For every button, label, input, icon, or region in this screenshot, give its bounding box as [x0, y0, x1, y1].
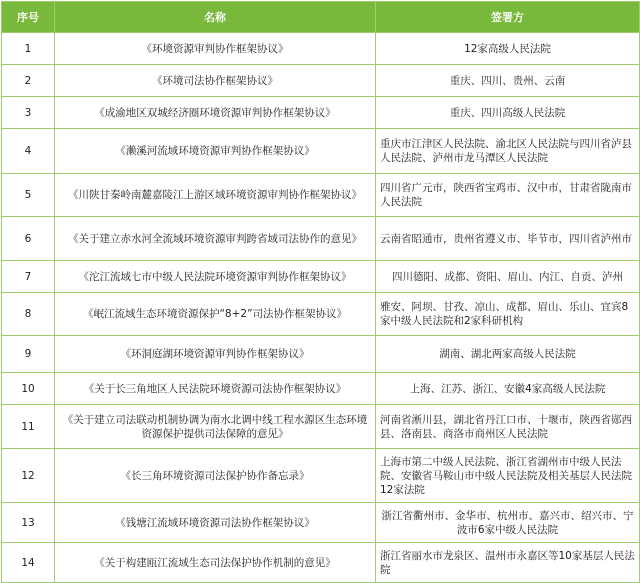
signatory: 上海市第二中级人民法院、浙江省湖州市中级人民法院、安徽省马鞍山市中级人民法院及相关基层人民法院12家法院 — [376, 449, 640, 503]
signatory: 四川德阳、成都、资阳、眉山、内江、自贡、泸州 — [376, 261, 640, 293]
agreement-name: 《关于长三角地区人民法院环境资源司法协作框架协议》 — [55, 373, 376, 405]
row-number: 13 — [2, 503, 55, 543]
table-row — [2, 503, 640, 543]
agreement-name: 《钱塘江流域环境资源司法协作框架协议》 — [55, 503, 376, 543]
header-no: 序号 — [2, 2, 55, 33]
row-number: 5 — [2, 174, 55, 217]
row-number: 8 — [2, 293, 55, 336]
row-number: 10 — [2, 373, 55, 405]
signatory: 重庆、四川、贵州、云南 — [376, 65, 640, 97]
agreement-name: 《沱江流域七市中级人民法院环境资源审判协作框架协议》 — [55, 261, 376, 293]
agreement-name: 《关于建立赤水河全流域环境资源审判跨省域司法协作的意见》 — [55, 217, 376, 261]
agreements-table — [1, 1, 640, 583]
row-number: 12 — [2, 449, 55, 503]
signatory: 四川省广元市，陕西省宝鸡市、汉中市，甘肃省陇南市人民法院 — [376, 174, 640, 217]
agreement-name: 《川陕甘秦岭南麓嘉陵江上游区域环境资源审判协作框架协议》 — [55, 174, 376, 217]
table-row — [2, 97, 640, 129]
row-number: 14 — [2, 543, 55, 583]
header-row — [2, 2, 640, 33]
signatory: 重庆市江津区人民法院、渝北区人民法院与四川省泸县人民法院、泸州市龙马潭区人民法院 — [376, 129, 640, 174]
table-row — [2, 217, 640, 261]
row-number: 7 — [2, 261, 55, 293]
agreement-name: 《长三角环境资源司法保护协作备忘录》 — [55, 449, 376, 503]
agreement-name: 《环洞庭湖环境资源审判协作框架协议》 — [55, 336, 376, 373]
table-row — [2, 65, 640, 97]
table-row — [2, 405, 640, 449]
agreement-name: 《环境资源审判协作框架协议》 — [55, 33, 376, 65]
table-row — [2, 261, 640, 293]
row-number: 1 — [2, 33, 55, 65]
header-name: 名称 — [55, 2, 376, 33]
header-signatory: 签署方 — [376, 2, 640, 33]
signatory: 云南省昭通市，贵州省遵义市、毕节市，四川省泸州市 — [376, 217, 640, 261]
agreement-name: 《岷江流域生态环境资源保护“8+2”司法协作框架协议》 — [55, 293, 376, 336]
agreement-name: 《关于构建瓯江流域生态司法保护协作机制的意见》 — [55, 543, 376, 583]
row-number: 9 — [2, 336, 55, 373]
table-row — [2, 373, 640, 405]
signatory: 上海、江苏、浙江、安徽4家高级人民法院 — [376, 373, 640, 405]
table-row — [2, 129, 640, 174]
row-number: 2 — [2, 65, 55, 97]
signatory: 雅安、阿坝、甘孜、凉山、成都、眉山、乐山、宜宾8家中级人民法院和2家科研机构 — [376, 293, 640, 336]
row-number: 4 — [2, 129, 55, 174]
table-row — [2, 336, 640, 373]
table-row — [2, 449, 640, 503]
table-row — [2, 293, 640, 336]
signatory: 浙江省衢州市、金华市、杭州市、嘉兴市、绍兴市、宁波市6家中级人民法院 — [376, 503, 640, 543]
signatory: 浙江省丽水市龙泉区、温州市永嘉区等10家基层人民法院 — [376, 543, 640, 583]
signatory: 湖南、湖北两家高级人民法院 — [376, 336, 640, 373]
table-row — [2, 543, 640, 583]
table-row — [2, 33, 640, 65]
row-number: 11 — [2, 405, 55, 449]
signatory: 重庆、四川高级人民法院 — [376, 97, 640, 129]
signatory: 12家高级人民法院 — [376, 33, 640, 65]
agreement-name: 《关于建立司法联动机制协调为南水北调中线工程水源区生态环境资源保护提供司法保障的意见》 — [55, 405, 376, 449]
table-row — [2, 174, 640, 217]
row-number: 6 — [2, 217, 55, 261]
agreement-name: 《成渝地区双城经济圈环境资源审判协作框架协议》 — [55, 97, 376, 129]
signatory: 河南省淅川县，湖北省丹江口市、十堰市，陕西省郧西县、洛南县、商洛市商州区人民法院 — [376, 405, 640, 449]
agreement-name: 《环境司法协作框架协议》 — [55, 65, 376, 97]
row-number: 3 — [2, 97, 55, 129]
agreement-name: 《濑溪河流域环境资源审判协作框架协议》 — [55, 129, 376, 174]
